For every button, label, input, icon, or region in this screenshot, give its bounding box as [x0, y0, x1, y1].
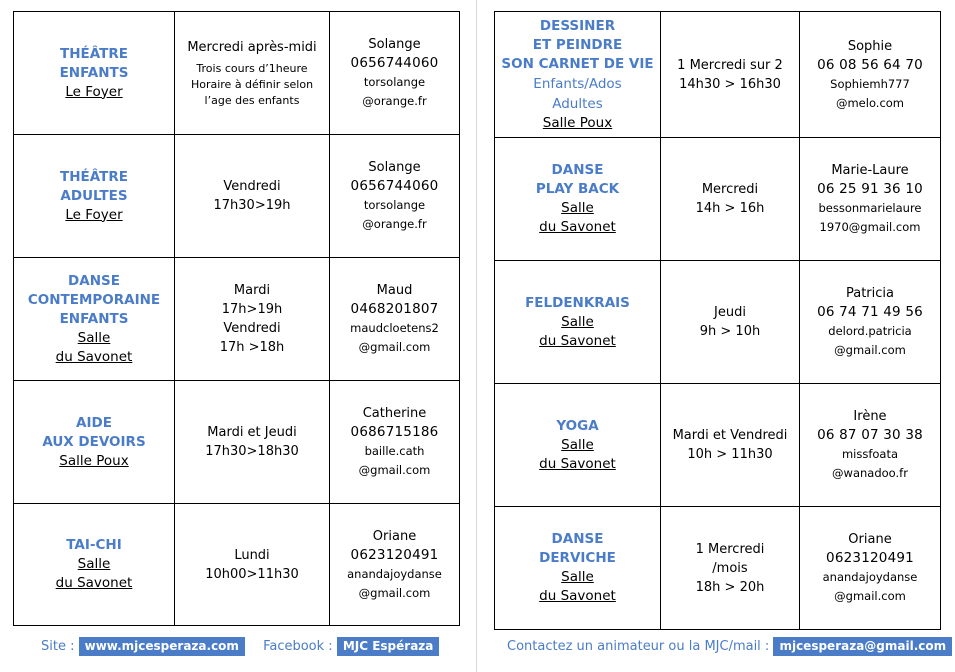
activity-venue: [16, 348, 172, 367]
activity-venue: [16, 574, 172, 593]
page-divider: [476, 0, 477, 672]
activity-name-line: YOGA: [556, 417, 599, 434]
activity-cell: [14, 504, 175, 626]
activity-venue: [497, 332, 658, 351]
activity-cell: [14, 381, 175, 504]
activity-name-line: DESSINER: [539, 17, 616, 34]
table-row: [14, 381, 460, 504]
schedule-cell: [175, 12, 330, 135]
schedule-cell: [175, 135, 330, 258]
contact-email-domain: @melo.com: [835, 95, 905, 110]
schedule-note-line: Trois cours d’1heure: [196, 61, 308, 75]
activity-cell: [14, 135, 175, 258]
contact-email-user: anandajoydanse: [822, 570, 918, 584]
activity-venue-text: du Savonet: [539, 455, 616, 472]
schedule-line: 1 Mercredi sur 2: [677, 57, 783, 73]
activity-venue: [497, 313, 658, 332]
schedule-line: 17h>19h: [221, 302, 283, 317]
schedule-line: Mardi et Vendredi: [672, 428, 788, 443]
contact-phone: 0686715186: [350, 424, 439, 440]
activity-venue: [16, 206, 172, 225]
contact-email-domain: @gmail.com: [358, 585, 431, 600]
contact-phone: 0623120491: [826, 550, 914, 566]
schedule-line: 17h30>19h: [213, 198, 291, 213]
activity-venue-text: du Savonet: [539, 588, 616, 604]
site-label: Site :: [41, 639, 75, 654]
schedule-line: Jeudi: [714, 305, 746, 320]
contact-phone: 06 25 91 36 10: [817, 181, 923, 197]
activity-venue: [16, 329, 172, 348]
activity-venue: [497, 455, 658, 474]
contact-email-user: baille.cath: [364, 444, 425, 458]
contact-email-domain: @wanadoo.fr: [832, 466, 908, 480]
contact-name: Irène: [853, 409, 887, 424]
contact-name: Oriane: [848, 532, 892, 547]
contact-name: Sophie: [847, 38, 893, 54]
activity-venue: [497, 587, 658, 606]
contact-email-user: torsolange: [363, 75, 426, 89]
activity-venue: [497, 114, 658, 133]
schedule-line: Vendredi: [223, 321, 281, 336]
table-row: [495, 138, 941, 261]
activity-name-line: ENFANTS: [59, 64, 129, 81]
contact-email-user: torsolange: [363, 198, 426, 212]
contact-cell: [800, 12, 941, 138]
contact-phone: 0656744060: [350, 55, 439, 71]
schedule-line: Mercredi après-midi: [187, 39, 317, 55]
activity-venue-text: Salle: [561, 569, 594, 585]
activity-venue-text: Salle Poux: [542, 114, 613, 131]
table-row: [495, 507, 941, 630]
contact-name: Oriane: [372, 528, 417, 544]
activity-venue-text: Le Foyer: [65, 83, 123, 100]
activity-name-line: ENFANTS: [59, 310, 129, 327]
right-activity-table: [494, 11, 941, 630]
contact-cell: [330, 381, 460, 504]
schedule-line: 14h30 > 16h30: [679, 76, 781, 92]
activity-cell: [495, 12, 661, 138]
activity-name-line: THÉÂTRE: [60, 45, 128, 62]
contact-email-domain: @gmail.com: [358, 463, 431, 477]
schedule-line: 10h > 11h30: [687, 447, 773, 462]
contact-email-domain: 1970@gmail.com: [819, 220, 921, 234]
activity-venue: [16, 452, 172, 471]
table-row: [495, 261, 941, 384]
contact-email-user: Sophiemh777: [830, 76, 910, 91]
activity-venue-text: Salle: [561, 313, 594, 330]
activity-venue: [497, 218, 658, 237]
schedule-cell: [175, 381, 330, 504]
table-row: [14, 504, 460, 626]
activity-name-line: THÉÂTRE: [60, 168, 128, 185]
activity-name-line: AUX DEVOIRS: [42, 433, 146, 450]
activity-venue-text: Salle: [77, 329, 111, 346]
activity-venue-text: du Savonet: [55, 575, 133, 591]
schedule-line: Mardi et Jeudi: [207, 425, 297, 440]
activity-name-line: PLAY BACK: [535, 181, 620, 197]
contact-phone: 0623120491: [350, 546, 439, 563]
contact-name: Maud: [376, 283, 413, 298]
activity-audience-line: Adultes: [552, 95, 603, 112]
schedule-cell: [175, 504, 330, 626]
contact-email-user: bessonmarielaure: [818, 201, 922, 215]
schedule-cell: [661, 384, 800, 507]
contact-cell: [800, 261, 941, 384]
contact-cell: [330, 504, 460, 626]
schedule-cell: [661, 12, 800, 138]
contact-cell: [800, 138, 941, 261]
activity-name-line: AIDE: [76, 414, 112, 431]
activity-cell: [495, 507, 661, 630]
schedule-cell: [661, 138, 800, 261]
table-row: [14, 258, 460, 381]
activity-name-line: DANSE: [551, 531, 604, 547]
table-row: [14, 12, 460, 135]
schedule-line: Mercredi: [701, 182, 759, 197]
contact-name: Marie-Laure: [831, 163, 909, 178]
activity-venue: [16, 555, 172, 574]
activity-venue-text: du Savonet: [55, 348, 133, 365]
activity-venue-text: du Savonet: [539, 219, 616, 235]
contact-phone: 0468201807: [350, 301, 439, 317]
schedule-line: 1 Mercredi: [695, 541, 765, 557]
contact-email-domain: @orange.fr: [362, 217, 427, 231]
contact-email-domain: @gmail.com: [834, 589, 906, 603]
activity-cell: [495, 138, 661, 261]
contact-cell: [800, 384, 941, 507]
contact-name: Solange: [368, 37, 421, 52]
facebook-label: Facebook :: [263, 639, 333, 654]
schedule-line: 17h >18h: [219, 340, 285, 355]
activity-audience-line: Enfants/Ados: [533, 75, 622, 92]
contact-phone: 06 87 07 30 38: [817, 427, 923, 443]
contact-email-user: missfoata: [841, 447, 899, 461]
activity-venue-text: Salle: [77, 556, 111, 572]
activity-venue-text: du Savonet: [539, 332, 616, 349]
contact-name: Catherine: [362, 406, 427, 421]
contact-email-user: maudcloetens2: [350, 321, 439, 335]
facebook-link[interactable]: MJC Espéraza: [337, 637, 440, 656]
contact-email-link[interactable]: mjcesperaza@gmail.com: [773, 637, 952, 656]
schedule-line: 17h30>18h30: [205, 444, 299, 459]
activity-name-line: DERVICHE: [539, 550, 616, 566]
site-link[interactable]: www.mjcesperaza.com: [79, 637, 245, 656]
activity-venue: [497, 199, 658, 218]
activity-venue: [497, 568, 658, 587]
left-activity-table: [13, 11, 460, 626]
activity-name-line: ADULTES: [60, 187, 128, 204]
activity-name-line: FELDENKRAIS: [525, 294, 630, 311]
activity-venue-text: Salle: [561, 200, 594, 216]
schedule-line: 18h > 20h: [695, 579, 765, 595]
schedule-line: 14h > 16h: [695, 201, 765, 216]
contact-phone: 0656744060: [350, 178, 439, 194]
schedule-note-line: Horaire à définir selon: [190, 77, 314, 91]
activity-name-line: SON CARNET DE VIE: [501, 55, 654, 72]
activity-venue-text: Salle Poux: [59, 452, 129, 469]
contact-label: Contactez un animateur ou la MJC/mail :: [507, 639, 770, 654]
activity-name-line: TAI-CHI: [66, 537, 122, 553]
schedule-line: /mois: [712, 560, 748, 576]
contact-email-domain: @gmail.com: [358, 340, 431, 354]
activity-cell: [495, 384, 661, 507]
contact-cell: [330, 12, 460, 135]
activity-name-line: CONTEMPORAINE: [27, 291, 161, 308]
activity-name-line: DANSE: [68, 272, 120, 289]
footer-left: [41, 637, 439, 656]
schedule-note-line: l’age des enfants: [204, 93, 300, 107]
contact-email-domain: @orange.fr: [362, 94, 427, 108]
schedule-line: Lundi: [234, 547, 270, 563]
schedule-cell: [661, 261, 800, 384]
activity-venue: [497, 436, 658, 455]
schedule-cell: [175, 258, 330, 381]
contact-email-user: anandajoydanse: [347, 566, 442, 581]
contact-name: Patricia: [845, 286, 894, 301]
contact-email-domain: @gmail.com: [834, 343, 906, 357]
activity-name-line: DANSE: [551, 162, 604, 178]
schedule-line: Vendredi: [223, 179, 281, 194]
schedule-line: 10h00>11h30: [205, 566, 299, 582]
contact-cell: [800, 507, 941, 630]
footer-right: [507, 637, 952, 656]
contact-name: Solange: [368, 160, 421, 175]
activity-cell: [14, 258, 175, 381]
table-row: [495, 384, 941, 507]
table-row: [495, 12, 941, 138]
contact-phone: 06 74 71 49 56: [817, 304, 923, 320]
contact-email-user: delord.patricia: [828, 324, 912, 338]
activity-venue-text: Le Foyer: [65, 206, 123, 223]
contact-phone: 06 08 56 64 70: [817, 56, 923, 73]
activity-cell: [495, 261, 661, 384]
schedule-line: Mardi: [233, 283, 271, 298]
table-row: [14, 135, 460, 258]
contact-cell: [330, 135, 460, 258]
activity-venue: [16, 83, 172, 102]
contact-cell: [330, 258, 460, 381]
activity-cell: [14, 12, 175, 135]
activity-venue-text: Salle: [561, 436, 594, 453]
schedule-line: 9h > 10h: [699, 324, 761, 339]
activity-name-line: ET PEINDRE: [532, 36, 623, 53]
schedule-cell: [661, 507, 800, 630]
